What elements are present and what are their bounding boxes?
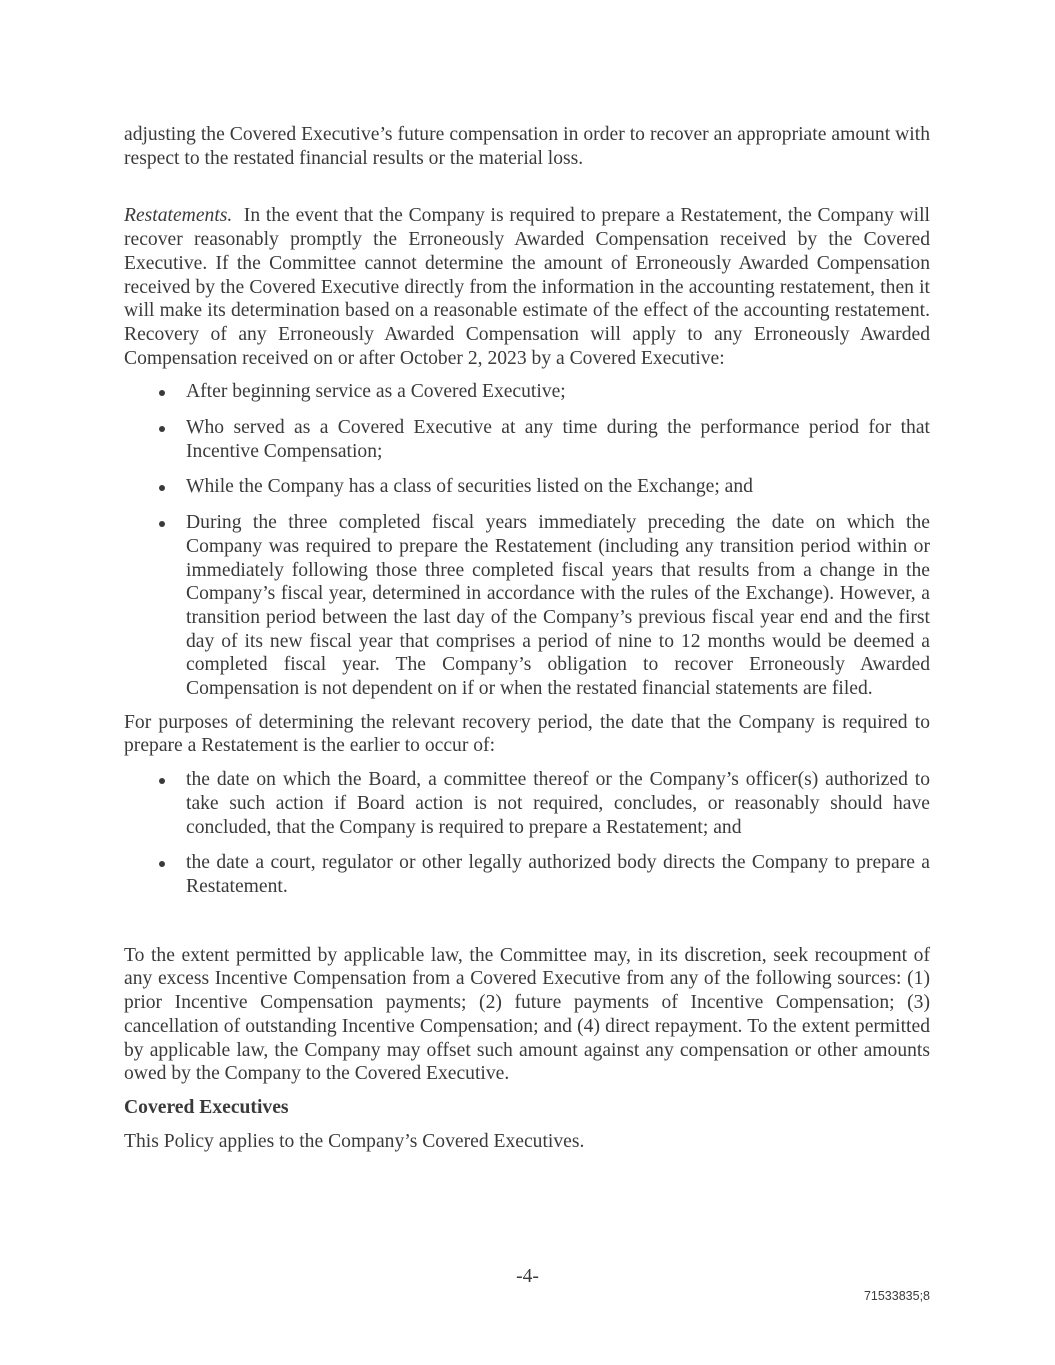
restatements-paragraph	[124, 204, 935, 370]
recoupment-paragraph: To the extent permitted by applicable law, the Committee may, in its discretion, seek recoupment of any excess Incentive Compensation from a Covered Executive from any of the following sources: (1) prior Incentive Compensation payments; (2) future payments of Incentive Compensation; (3) cancellation of outstanding Incentive Compensation; and (4) direct repayment. To the extent permitted by applicable law, the Company may offset such amount against any compensation or other amounts owed by the Company to the Covered Executive.	[124, 944, 930, 1085]
bullet-icon	[159, 778, 165, 784]
recovery-conditions-list	[124, 380, 930, 700]
bullet-icon	[159, 861, 165, 867]
document-body	[124, 123, 935, 1153]
list-item	[124, 380, 930, 404]
bullet-icon	[159, 390, 165, 396]
page-number: -4-	[516, 1266, 539, 1287]
document-id: 71533835;8	[863, 1289, 930, 1303]
restatements-label: Restatements.	[124, 205, 233, 227]
list-item-text: While the Company has a class of securities listed on the Exchange; and	[186, 476, 753, 498]
bullet-icon	[159, 485, 165, 491]
covered-executives-paragraph: This Policy applies to the Company’s Covered Executives.	[124, 1130, 585, 1152]
list-item-text: the date a court, regulator or other legally authorized body directs the Company to prepare a Restatement.	[186, 852, 930, 897]
list-item-text: After beginning service as a Covered Executive;	[186, 381, 566, 403]
covered-executives-heading: Covered Executives	[124, 1096, 289, 1118]
list-item	[124, 416, 930, 463]
continuation-paragraph: adjusting the Covered Executive’s future compensation in order to recover an appropriate amount with respect to the restated financial results or the material loss.	[124, 124, 930, 169]
list-item-text: Who served as a Covered Executive at any time during the performance period for that Incentive Compensation;	[186, 417, 930, 462]
list-item	[124, 475, 930, 499]
bullet-icon	[159, 521, 165, 527]
restatements-text: In the event that the Company is required to prepare a Restatement, the Company will recover reasonably promptly the Erroneously Awarded Compensation received by the Covered Executive. If the Committee cannot determine the amount of Erroneously Awarded Compensation received by the Covered Executive directly from the information in the accounting restatement, then it will make its determination based on a reasonable estimate of the effect of the accounting restatement. Recovery of any Erroneously Awarded Compensation will apply to any Erroneously Awarded Compensation received on or after October 2, 2023 by a Covered Executive:	[124, 205, 935, 369]
list-item	[124, 511, 930, 701]
purposes-paragraph: For purposes of determining the relevant recovery period, the date that the Company is required to prepare a Restatement is the earlier to occur of:	[124, 711, 930, 757]
bullet-icon	[159, 426, 165, 432]
list-item	[124, 768, 930, 839]
list-item	[124, 851, 930, 898]
list-item-text: the date on which the Board, a committee thereof or the Company’s officer(s) authorized to take such action if Board action is not required, concludes, or reasonably should have concluded, that the Company is required to prepare a Restatement; and	[186, 769, 930, 838]
list-item-text: During the three completed fiscal years immediately preceding the date on which the Company was required to prepare the Restatement (including any transition period within or immediately following those three completed fiscal years that results from a change in the Company’s fiscal year, determined in accordance with the rules of the Exchange). However, a transition period between the last day of the Company’s previous fiscal year end and the first day of its new fiscal year that comprises a period of nine to 12 months would be deemed a completed fiscal year. The Company’s obligation to recover Erroneously Awarded Compensation is not dependent on if or when the restated financial statements are filed.	[186, 512, 930, 700]
restatement-dates-list	[124, 768, 930, 899]
